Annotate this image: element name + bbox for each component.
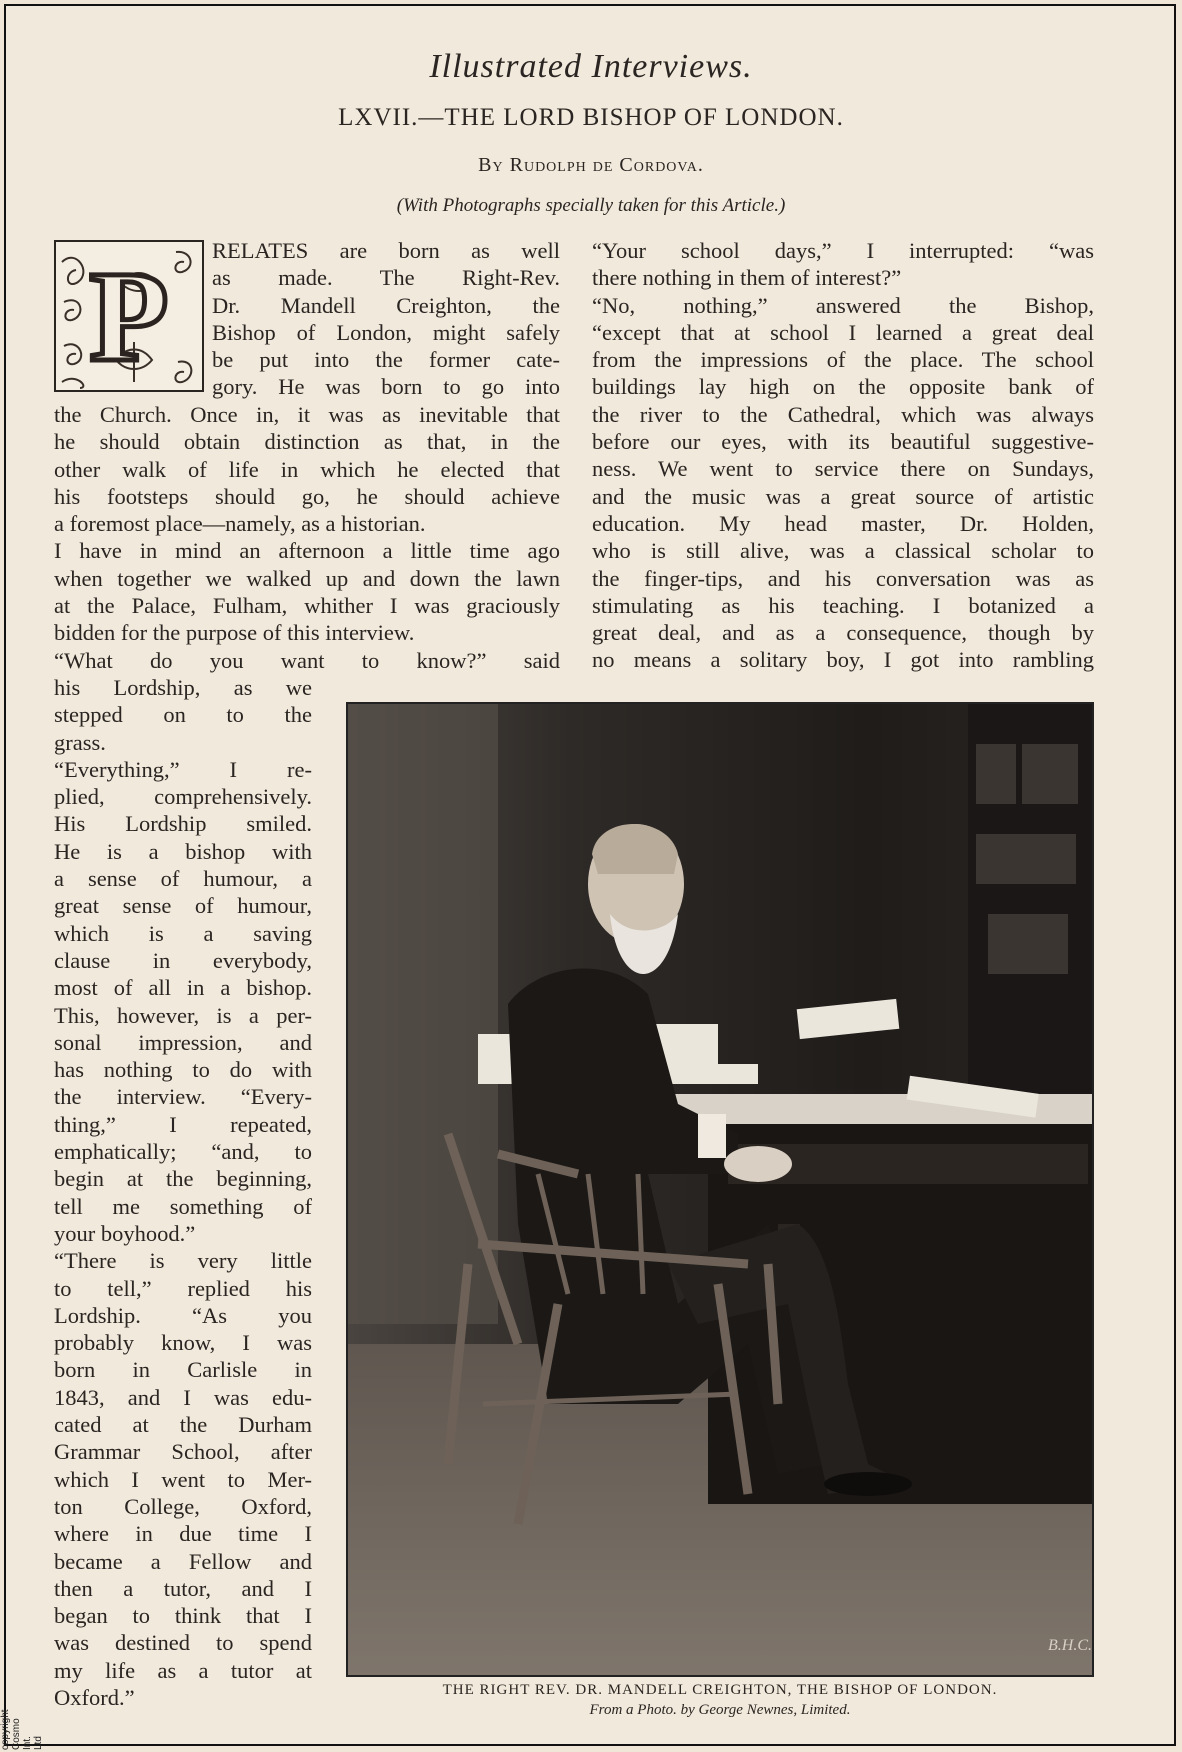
text-line: his footsteps should go, he should achieve xyxy=(54,483,560,509)
photo-signature: B.H.C. xyxy=(1048,1637,1092,1654)
text-line: I have in mind an afternoon a little time ago xyxy=(54,538,560,564)
text-line: as made. The Right-Rev. xyxy=(212,265,560,291)
text-line: who is still alive, was a classical scholar to xyxy=(592,538,1094,564)
text-line: when together we walked up and down the lawn xyxy=(54,565,560,591)
text-line: the river to the Cathedral, which was always xyxy=(592,401,1094,427)
text-line: Dr. Mandell Creighton, the xyxy=(212,292,560,318)
text-line: “Your school days,” I interrupted: “was xyxy=(592,238,1094,263)
text-line: probably know, I was xyxy=(54,1330,312,1356)
text-line: 1843, and I was edu- xyxy=(54,1384,312,1410)
text-line: most of all in a bishop. xyxy=(54,975,312,1001)
text-line: where in due time I xyxy=(54,1521,312,1547)
text-line: no means a solitary boy, I got into rambling xyxy=(592,647,1094,673)
text-line: sonal impression, and xyxy=(54,1029,312,1055)
ornament-illustration xyxy=(56,242,202,390)
dropcap-letter: P xyxy=(89,245,169,389)
text-line: began to think that I xyxy=(54,1603,312,1629)
text-line: your boyhood.” xyxy=(54,1220,196,1246)
text-line: stimulating as his teaching. I botanized a xyxy=(592,592,1094,618)
dropcap-ornament xyxy=(54,240,204,392)
text-line: gory. He was born to go into xyxy=(212,374,560,400)
text-line: which I went to Mer- xyxy=(54,1466,312,1492)
text-line: Oxford.” xyxy=(54,1684,135,1710)
text-line: buildings lay high on the opposite bank of xyxy=(592,374,1094,400)
text-line: grass. xyxy=(54,729,106,755)
text-line: and the music was a great source of artistic xyxy=(592,483,1094,509)
bishop-photograph xyxy=(346,702,1094,1677)
text-line: bidden for the purpose of this interview. xyxy=(54,620,415,646)
text-line: great deal, and as a consequence, though by xyxy=(592,620,1094,646)
text-line: He is a bishop with xyxy=(54,838,312,864)
text-line: a foremost place—namely, as a historian. xyxy=(54,511,426,537)
column-left-narrow xyxy=(54,674,312,1711)
text-line: the interview. “Every- xyxy=(54,1084,312,1110)
text-line: Lordship. “As you xyxy=(54,1302,312,1328)
text-line: stepped on to the xyxy=(54,702,312,728)
text-line: a sense of humour, a xyxy=(54,866,312,892)
text-line: before our eyes, with its beautiful suggestive- xyxy=(592,429,1094,455)
text-line: his Lordship, as we xyxy=(54,675,312,700)
text-line: then a tutor, and I xyxy=(54,1575,312,1601)
text-line: born in Carlisle in xyxy=(54,1357,312,1383)
text-line: my life as a tutor at xyxy=(54,1657,312,1683)
text-line: ness. We went to service there on Sundays, xyxy=(592,456,1094,482)
text-line: thing,” I repeated, xyxy=(54,1111,312,1137)
text-line: education. My head master, Dr. Holden, xyxy=(592,510,1094,536)
copyright-watermark: copyright Cosmo Int. Ltd xyxy=(0,1709,44,1750)
text-line: at the Palace, Fulham, whither I was graciously xyxy=(54,593,560,619)
text-line: “Everything,” I re- xyxy=(54,756,312,782)
text-line: has nothing to do with xyxy=(54,1057,312,1083)
text-line: “What do you want to know?” said xyxy=(54,647,560,673)
text-line: emphatically; “and, to xyxy=(54,1139,312,1165)
photo-note: (With Photographs specially taken for this Article.) xyxy=(396,195,786,216)
column-right xyxy=(592,237,1094,674)
text-line: cated at the Durham xyxy=(54,1412,312,1438)
column-left-intro xyxy=(212,237,560,401)
column-left-full xyxy=(54,401,560,674)
text-line: begin at the beginning, xyxy=(54,1166,312,1192)
text-line: This, however, is a per- xyxy=(54,1002,312,1028)
series-title: Illustrated Interviews. xyxy=(429,48,753,85)
text-line: he should obtain distinction as that, in the xyxy=(54,429,560,455)
text-line: be put into the former cate- xyxy=(212,347,560,373)
photo-credit: From a Photo. by George Newnes, Limited. xyxy=(589,1702,851,1718)
text-line: RELATES are born as well xyxy=(212,238,560,263)
photo-illustration xyxy=(348,704,1092,1675)
text-line: “except that at school I learned a great deal xyxy=(592,319,1094,345)
text-line: there nothing in them of interest?” xyxy=(592,265,902,291)
text-line: plied, comprehensively. xyxy=(54,784,312,810)
text-line: great sense of humour, xyxy=(54,893,312,919)
photo-caption: THE RIGHT REV. DR. MANDELL CREIGHTON, THE BISHOP OF LONDON. xyxy=(442,1682,998,1698)
text-line: Grammar School, after xyxy=(54,1439,312,1465)
text-line: clause in everybody, xyxy=(54,947,312,973)
text-line: which is a saving xyxy=(54,920,312,946)
text-line: ton College, Oxford, xyxy=(54,1493,312,1519)
byline: By Rudolph de Cordova. xyxy=(478,154,704,176)
text-line: was destined to spend xyxy=(54,1630,312,1656)
article-title: LXVII.—THE LORD BISHOP OF LONDON. xyxy=(338,104,844,131)
text-line: from the impressions of the place. The school xyxy=(592,347,1094,373)
text-line: other walk of life in which he elected that xyxy=(54,456,560,482)
text-line: to tell,” replied his xyxy=(54,1275,312,1301)
text-line: the finger-tips, and his conversation was as xyxy=(592,565,1094,591)
text-line: “There is very little xyxy=(54,1248,312,1274)
text-line: “No, nothing,” answered the Bishop, xyxy=(592,292,1094,318)
text-line: His Lordship smiled. xyxy=(54,811,312,837)
text-line: became a Fellow and xyxy=(54,1548,312,1574)
text-line: tell me something of xyxy=(54,1193,312,1219)
text-line: Bishop of London, might safely xyxy=(212,319,560,345)
text-line: the Church. Once in, it was as inevitable that xyxy=(54,402,560,427)
